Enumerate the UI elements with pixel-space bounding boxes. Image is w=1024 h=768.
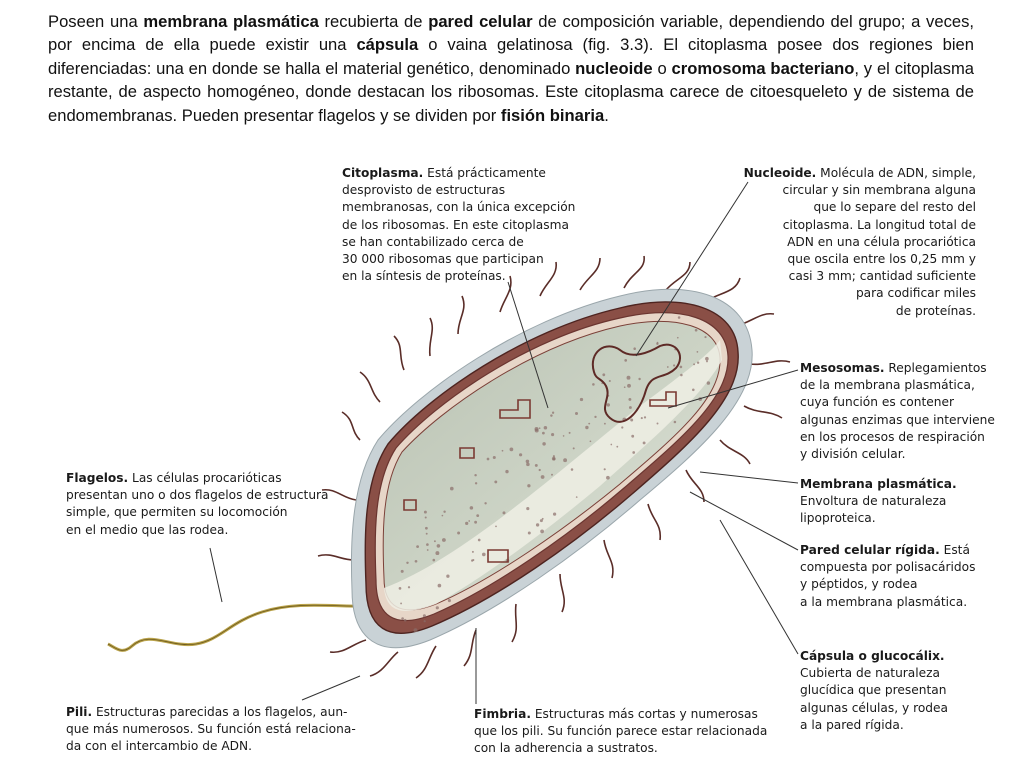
ribosome-dot <box>678 316 681 319</box>
ribosome-dot <box>573 447 575 449</box>
label-citoplasma: Citoplasma. Está prácticamente desprovisto de estructuras membranosas, con la única excepción de los ribosomas. En este citoplasma se han contabilizado cerca de 30 000 ribosomas que participan en la síntesis de proteínas. <box>342 166 576 284</box>
ribosome-dot <box>542 518 544 520</box>
ribosome-dot <box>588 423 590 425</box>
ribosome-dot <box>536 523 539 526</box>
ribosome-dot <box>528 532 531 535</box>
label-nucleoide: Nucleoide. Molécula de ADN, simple, circular y sin membrana alguna que lo separe del resto del citoplasma. La longitud total de ADN en una célula procariótica que oscila entre los 0,25 mm y casi 3 mm; cantidad suficiente para codificar miles de proteínas. <box>743 166 976 318</box>
ribosome-dot <box>705 357 709 361</box>
ribosome-dot <box>692 389 695 392</box>
ribosome-dot <box>475 482 477 484</box>
ribosome-dot <box>442 515 444 517</box>
ribosome-dot <box>482 553 486 557</box>
ribosome-dot <box>629 406 632 409</box>
ribosome-dot <box>641 417 643 419</box>
ribosome-dot <box>404 619 407 622</box>
ribosome-dot <box>426 543 429 546</box>
ribosome-dot <box>540 530 544 534</box>
ribosome-dot <box>539 427 541 429</box>
ribosome-dot <box>399 587 402 590</box>
ribosome-dot <box>576 496 578 498</box>
ribosome-dot <box>657 423 659 425</box>
ribosome-dot <box>677 337 679 339</box>
ribosome-dot <box>592 383 595 386</box>
ribosome-dot <box>510 448 514 452</box>
ribosome-dot <box>502 450 504 452</box>
ribosome-dot <box>673 364 675 366</box>
ribosome-dot <box>465 522 468 525</box>
ribosome-dot <box>624 386 626 388</box>
ribosome-dot <box>667 366 669 368</box>
ribosome-dot <box>474 474 476 476</box>
ribosome-dot <box>552 412 554 414</box>
ribosome-dot <box>526 463 530 467</box>
ribosome-dot <box>610 444 612 446</box>
ribosome-dot <box>563 458 567 462</box>
label-capsula: Cápsula o glucocálix. Cubierta de naturaleza glucídica que presentan algunas células, y rodea a la pared rígida. <box>800 649 948 732</box>
ribosome-dot <box>414 628 418 632</box>
ribosome-dot <box>487 458 490 461</box>
ribosome-dot <box>505 470 508 473</box>
ribosome-dot <box>624 359 627 362</box>
ribosome-dot <box>503 511 506 514</box>
ribosome-dot <box>484 502 486 504</box>
ribosome-dot <box>495 526 497 528</box>
ribosome-dot <box>616 446 618 448</box>
label-pili: Pili. Estructuras parecidas a los flagelos, aun- que más numerosos. Su función está relaciona- da con el intercambio de ADN. <box>66 705 356 754</box>
ribosome-dot <box>541 475 545 479</box>
ribosome-dot <box>535 464 538 467</box>
ribosome-dot <box>580 398 583 401</box>
ribosome-dot <box>544 426 548 430</box>
ribosome-dot <box>680 366 683 369</box>
ribosome-dot <box>424 511 427 514</box>
ribosome-dot <box>609 380 611 382</box>
ribosome-dot <box>433 559 436 562</box>
ribosome-dot <box>471 559 473 561</box>
ribosome-dot <box>550 414 552 416</box>
ribosome-dot <box>693 363 695 365</box>
ribosome-dot <box>476 514 479 517</box>
ribosome-dot <box>644 416 646 418</box>
ribosome-dot <box>435 551 439 555</box>
ribosome-dot <box>633 347 636 350</box>
ribosome-dot <box>425 527 428 530</box>
ribosome-dot <box>427 549 429 551</box>
label-flagelos: Flagelos. Las células procarióticas presentan uno o dos flagelos de estructura simple, que permiten su locomoción en el medio que las rodea. <box>66 471 329 537</box>
label-membrana-plasmatica: Membrana plasmática. Envoltura de naturaleza lipoproteica. <box>800 477 957 526</box>
ribosome-dot <box>704 336 706 338</box>
ribosome-dot <box>621 426 623 428</box>
ribosome-dot <box>415 560 418 563</box>
ribosome-dot <box>607 403 610 406</box>
ribosome-dot <box>606 476 610 480</box>
label-pared-celular: Pared celular rígida. Está compuesta por polisacáridos y péptidos, y rodea a la membrana plasmática. <box>800 543 976 609</box>
ribosome-dot <box>542 442 545 445</box>
ribosome-dot <box>551 433 554 436</box>
ribosome-dot <box>638 378 640 380</box>
ribosome-dot <box>627 384 631 388</box>
ribosome-dot <box>602 373 605 376</box>
ribosome-dot <box>401 570 404 573</box>
ribosome-dot <box>585 426 588 429</box>
ribosome-dot <box>443 511 445 513</box>
ribosome-dot <box>627 376 631 380</box>
ribosome-dot <box>594 416 596 418</box>
label-mesosomas: Mesosomas. Replegamientos de la membrana plasmática, cuya función es contener algunas enzimas que interviene en los procesos de respiración y división celular. <box>800 361 995 462</box>
ribosome-dot <box>470 506 474 510</box>
ribosome-dot <box>408 586 410 588</box>
ribosome-dot <box>472 551 474 553</box>
ribosome-dot <box>457 532 460 535</box>
ribosome-dot <box>697 362 699 364</box>
ribosome-dot <box>406 562 408 564</box>
intro-paragraph: Poseen una membrana plasmática recubierta de pared celular de composición variable, dependiendo del grupo; a veces, por encima de ella puede existir una cápsula o vaina gelatinosa (fig. 3.3). El citoplasma posee dos regiones bien diferenciadas: una en donde se halla el material genético, denominado nucleoide o cromosoma bacteriano, y el citoplasma restante, de aspecto homogéneo, donde destacan los ribosomas. Este citoplasma carece de citoesqueleto y de sistema de endomembranas. Pueden presentar flagelos y se dividen por fisión binaria. <box>48 12 975 125</box>
ribosome-dot <box>446 575 449 578</box>
ribosome-dot <box>697 351 699 353</box>
ribosome-dot <box>553 455 555 457</box>
ribosome-dot <box>450 487 454 491</box>
ribosome-dot <box>526 507 529 510</box>
ribosome-dot <box>424 620 426 622</box>
ribosome-dot <box>535 427 539 431</box>
ribosome-dot <box>706 360 708 362</box>
ribosome-dot <box>416 545 419 548</box>
ribosome-dot <box>553 457 556 460</box>
ribosome-dot <box>590 440 592 442</box>
ribosome-dot <box>448 599 451 602</box>
ribosome-dot <box>551 474 553 476</box>
ribosome-dot <box>631 435 634 438</box>
ribosome-dot <box>630 419 633 422</box>
ribosome-dot <box>423 614 426 617</box>
ribosome-dot <box>494 480 497 483</box>
ribosome-dot <box>604 423 606 425</box>
ribosome-dot <box>493 456 496 459</box>
ribosome-dot <box>707 381 710 384</box>
ribosome-dot <box>442 538 446 542</box>
ribosome-dot <box>401 617 404 620</box>
ribosome-dot <box>628 398 631 401</box>
ribosome-dot <box>571 468 574 471</box>
ribosome-dot <box>434 540 436 542</box>
ribosome-dot <box>438 584 442 588</box>
ribosome-dot <box>542 432 545 435</box>
label-fimbria: Fimbria. Estructuras más cortas y numerosas que los pili. Su función parece estar relacionada con la adherencia a sustratos. <box>474 707 768 756</box>
ribosome-dot <box>468 520 470 522</box>
ribosome-dot <box>437 544 441 548</box>
ribosome-dot <box>526 460 529 463</box>
ribosome-dot <box>674 421 677 424</box>
ribosome-dot <box>643 441 646 444</box>
ribosome-dot <box>400 602 402 604</box>
ribosome-dot <box>436 606 439 609</box>
ribosome-dot <box>632 451 635 454</box>
ribosome-dot <box>563 435 565 437</box>
ribosome-dot <box>539 469 541 471</box>
ribosome-dot <box>656 343 658 345</box>
ribosome-dot <box>426 533 428 535</box>
ribosome-dot <box>527 484 530 487</box>
ribosome-dot <box>553 512 556 515</box>
flagellum <box>108 605 378 650</box>
ribosome-dot <box>680 374 683 377</box>
ribosome-dot <box>519 453 522 456</box>
ribosome-dot <box>604 468 606 470</box>
ribosome-dot <box>425 516 427 518</box>
ribosome-dot <box>569 432 571 434</box>
ribosome-dot <box>474 521 477 524</box>
ribosome-dot <box>478 539 481 542</box>
ribosome-dot <box>575 412 578 415</box>
ribosome-dot <box>695 329 698 332</box>
